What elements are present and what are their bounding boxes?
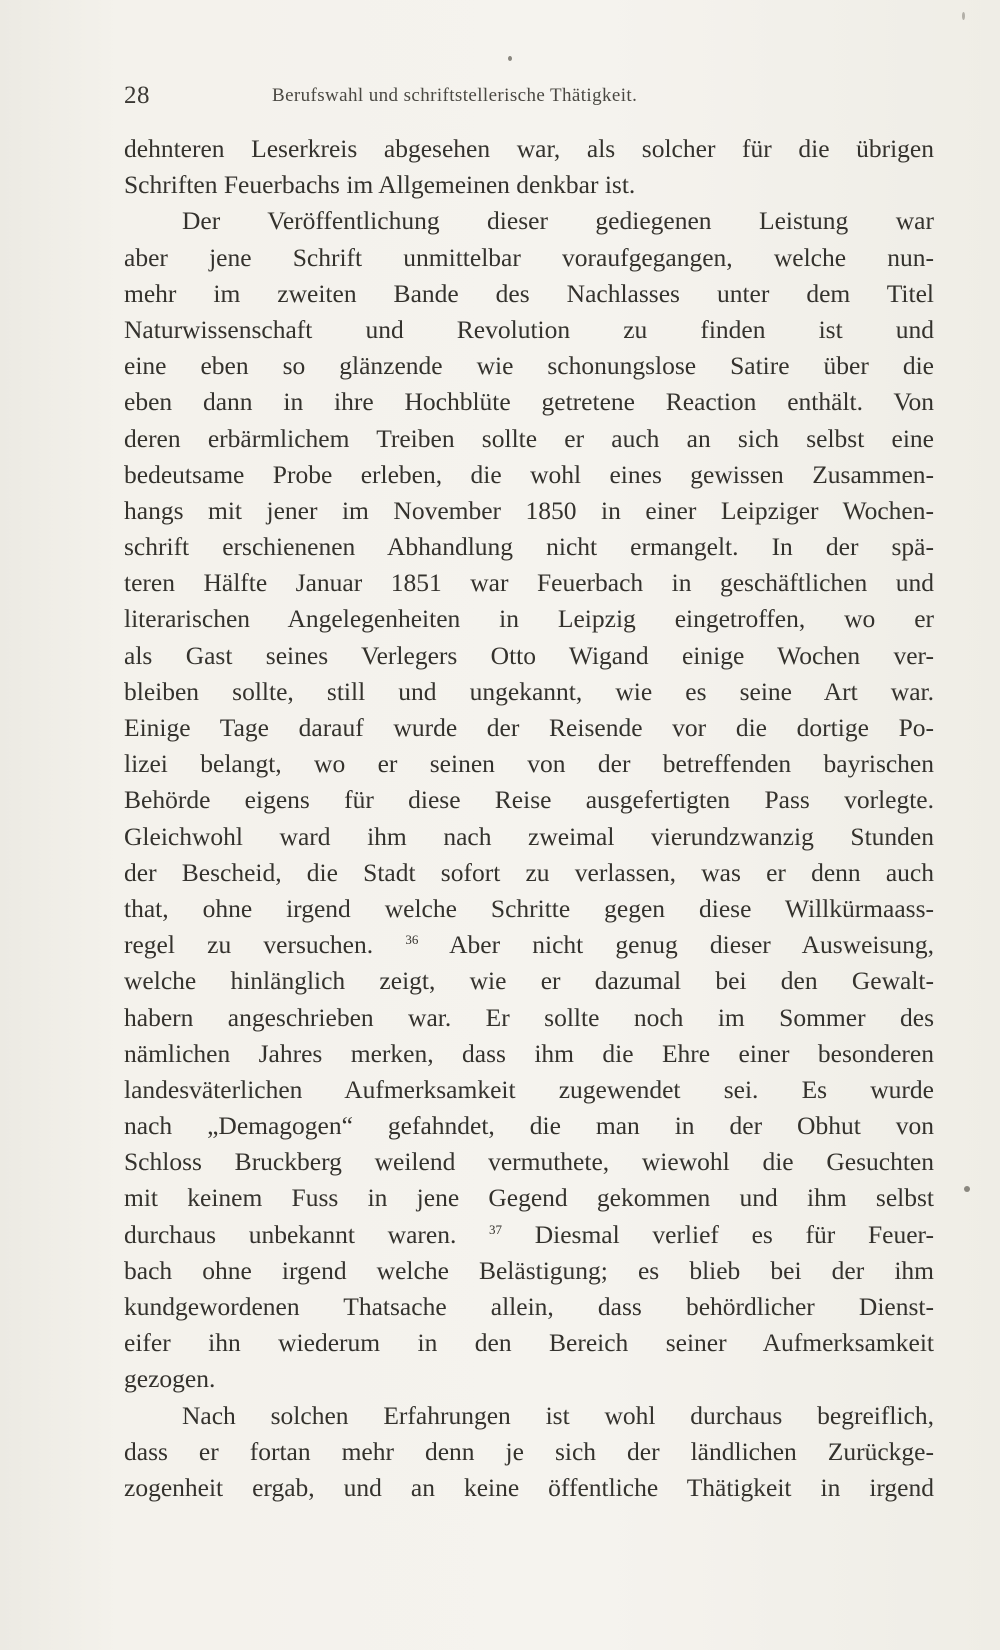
text-line-with-footnote xyxy=(124,1217,934,1253)
text-line: nämlichen Jahres merken, dass ihm die Ehre einer besonderen xyxy=(124,1038,934,1068)
page-header xyxy=(124,82,934,116)
footnote-marker: 36 xyxy=(405,932,419,948)
text-line-with-footnote xyxy=(124,927,934,963)
text-fragment: Diesmal verlief es für Feuer- xyxy=(534,1219,934,1249)
text-line: Nach solchen Erfahrungen ist wohl durchaus begreiflich, xyxy=(182,1400,934,1430)
text-fragment: durchaus unbekannt waren. xyxy=(124,1219,457,1249)
text-line: habern angeschrieben war. Er sollte noch im Sommer des xyxy=(124,1002,934,1032)
text-line: zogenheit ergab, und an keine öffentliche Thätigkeit in irgend xyxy=(124,1472,934,1502)
running-title: Berufswahl und schriftstellerische Thätigkeit. xyxy=(272,85,638,106)
paper-speck xyxy=(508,56,512,61)
text-line: Einige Tage darauf wurde der Reisende vor die dortige Po- xyxy=(124,713,934,742)
text-line: gezogen. xyxy=(124,1364,216,1394)
text-line: nach „Demagogen“ gefahndet, die man in der Obhut von xyxy=(124,1111,934,1141)
text-line: teren Hälfte Januar 1851 war Feuerbach in geschäftlichen und xyxy=(124,568,934,598)
text-line: bedeutsame Probe erleben, die wohl eines gewissen Zusammen- xyxy=(124,459,934,489)
text-line: deren erbärmlichem Treiben sollte er auch an sich selbst eine xyxy=(124,423,934,453)
text-line: der Bescheid, die Stadt sofort zu verlassen, was er denn auch xyxy=(124,857,934,887)
text-line: Naturwissenschaft und Revolution zu finden ist und xyxy=(124,314,934,344)
text-line: eben dann in ihre Hochblüte getretene Reaction enthält. Von xyxy=(124,387,934,417)
text-line: dehnteren Leserkreis abgesehen war, als solcher für die übrigen xyxy=(124,134,934,163)
text-line: bach ohne irgend welche Belästigung; es blieb bei der ihm xyxy=(124,1255,934,1285)
body-text xyxy=(124,131,934,1506)
text-line: that, ohne irgend welche Schritte gegen diese Willkürmaass- xyxy=(124,893,934,923)
page-number: 28 xyxy=(124,82,150,109)
text-line: als Gast seines Verlegers Otto Wigand einige Wochen ver- xyxy=(124,640,934,670)
text-line: welche hinlänglich zeigt, wie er dazumal bei den Gewalt- xyxy=(124,966,934,996)
text-line: Gleichwohl ward ihm nach zweimal vierundzwanzig Stunden xyxy=(124,821,934,851)
text-line: literarischen Angelegenheiten in Leipzig eingetroffen, wo er xyxy=(124,604,934,634)
text-line: Behörde eigens für diese Reise ausgefertigten Pass vorlegte. xyxy=(124,785,934,815)
footnote-marker: 37 xyxy=(489,1221,503,1237)
text-fragment: regel zu versuchen. xyxy=(124,930,374,960)
text-line: mehr im zweiten Bande des Nachlasses unter dem Titel xyxy=(124,278,934,308)
text-line: eifer ihn wiederum in den Bereich seiner Aufmerksamkeit xyxy=(124,1328,934,1358)
text-line: aber jene Schrift unmittelbar voraufgegangen, welche nun- xyxy=(124,242,934,272)
text-line: kundgewordenen Thatsache allein, dass behördlicher Dienst- xyxy=(124,1292,934,1321)
paper-speck xyxy=(964,1186,970,1192)
text-line: hangs mit jener im November 1850 in einer Leipziger Wochen- xyxy=(124,495,934,525)
text-line: bleiben sollte, still und ungekannt, wie es seine Art war. xyxy=(124,676,934,706)
text-line: Der Veröffentlichung dieser gediegenen Leistung war xyxy=(182,206,934,236)
text-line: dass er fortan mehr denn je sich der ländlichen Zurückge- xyxy=(124,1436,934,1466)
text-fragment: Aber nicht genug dieser Ausweisung, xyxy=(449,930,935,960)
text-line: lizei belangt, wo er seinen von der betreffenden bayrischen xyxy=(124,749,934,779)
text-line: mit keinem Fuss in jene Gegend gekommen und ihm selbst xyxy=(124,1183,934,1213)
text-line: eine eben so glänzende wie schonungslose Satire über die xyxy=(124,351,934,381)
text-line: Schriften Feuerbachs im Allgemeinen denkbar ist. xyxy=(124,170,636,200)
paper-speck xyxy=(962,12,965,20)
text-line: landesväterlichen Aufmerksamkeit zugewendet sei. Es wurde xyxy=(124,1074,934,1104)
text-line: schrift erschienenen Abhandlung nicht ermangelt. In der spä- xyxy=(124,532,934,562)
text-line: Schloss Bruckberg weilend vermuthete, wiewohl die Gesuchten xyxy=(124,1147,934,1177)
